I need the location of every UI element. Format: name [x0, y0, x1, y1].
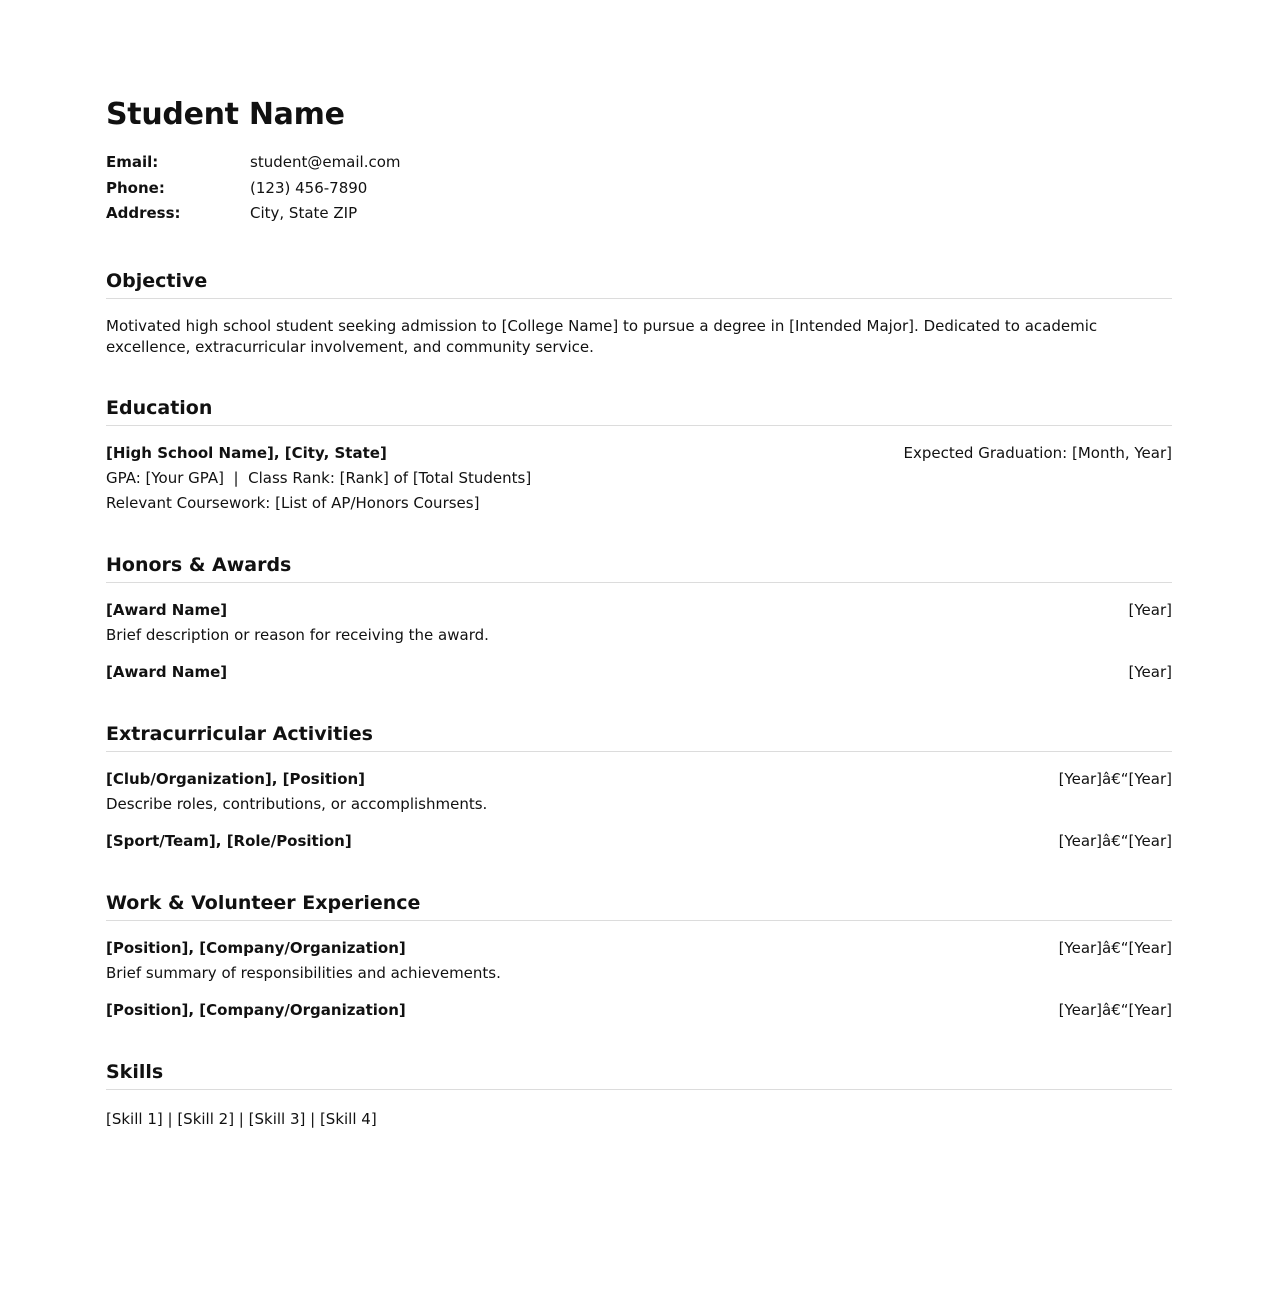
skills-body [106, 1090, 1172, 1132]
activity-name: [Sport/Team], [Role/Position] [106, 831, 352, 850]
education-heading: Education [106, 395, 1172, 426]
award-name: [Award Name] [106, 662, 228, 681]
award-year: [Year] [1128, 662, 1172, 681]
work-years: [Year]â€“[Year] [1058, 938, 1172, 957]
contact-block [106, 150, 1172, 227]
work-body [106, 921, 1172, 1023]
honors-heading: Honors & Awards [106, 552, 1172, 583]
address-label: Address: [106, 204, 181, 222]
education-entry-header [106, 441, 1172, 466]
education-section [106, 395, 1172, 516]
phone-label: Phone: [106, 178, 165, 197]
objective-text: Motivated high school student seeking admission to [College Name] to pursue a degree in [Intended Major]. Dedicated to academic excellence, extracurricular involvement, and community service. [106, 316, 1098, 356]
work-position: [Position], [Company/Organization] [106, 938, 406, 957]
resume-page [106, 0, 1172, 1132]
skills-heading: Skills [106, 1059, 1172, 1090]
honors-section [106, 552, 1172, 685]
email-label: Email: [106, 153, 159, 171]
work-position: [Position], [Company/Organization] [106, 1000, 406, 1019]
skills-section [106, 1059, 1172, 1132]
email-value: student@email.com [250, 153, 401, 171]
education-body [106, 426, 1172, 516]
award-name: [Award Name] [106, 600, 228, 619]
graduation-date: Expected Graduation: [Month, Year] [903, 443, 1172, 462]
skills-list: [Skill 1] | [Skill 2] | [Skill 3] | [Skill 4] [106, 1109, 377, 1128]
contact-email-row [106, 150, 1172, 176]
award-year: [Year] [1128, 600, 1172, 619]
award-entry-header [106, 660, 1172, 685]
objective-body [106, 299, 1172, 358]
activities-section [106, 721, 1172, 854]
objective-section [106, 268, 1172, 358]
award-entry-header [106, 598, 1172, 623]
activity-description: Describe roles, contributions, or accomplishments. [106, 794, 488, 813]
work-entry-header [106, 936, 1172, 961]
coursework-line: Relevant Coursework: [List of AP/Honors Courses] [106, 493, 480, 512]
activity-years: [Year]â€“[Year] [1058, 831, 1172, 850]
activity-years: [Year]â€“[Year] [1058, 769, 1172, 788]
work-years: [Year]â€“[Year] [1058, 1000, 1172, 1019]
activities-heading: Extracurricular Activities [106, 721, 1172, 752]
objective-heading: Objective [106, 268, 1172, 299]
phone-value: (123) 456-7890 [250, 178, 368, 197]
contact-phone-row [106, 176, 1172, 202]
activity-name: [Club/Organization], [Position] [106, 769, 366, 788]
activity-entry-header [106, 767, 1172, 792]
contact-address-row [106, 201, 1172, 227]
work-section [106, 890, 1172, 1023]
school-name: [High School Name], [City, State] [106, 443, 387, 462]
work-description: Brief summary of responsibilities and achievements. [106, 963, 501, 982]
student-name: Student Name [106, 97, 345, 132]
honors-body [106, 583, 1172, 685]
address-value: City, State ZIP [250, 204, 358, 222]
gpa-line: GPA: [Your GPA] | Class Rank: [Rank] of [Total Students] [106, 468, 532, 487]
work-entry-header [106, 998, 1172, 1023]
activity-entry-header [106, 829, 1172, 854]
work-heading: Work & Volunteer Experience [106, 890, 1172, 921]
award-description: Brief description or reason for receiving the award. [106, 625, 489, 644]
activities-body [106, 752, 1172, 854]
